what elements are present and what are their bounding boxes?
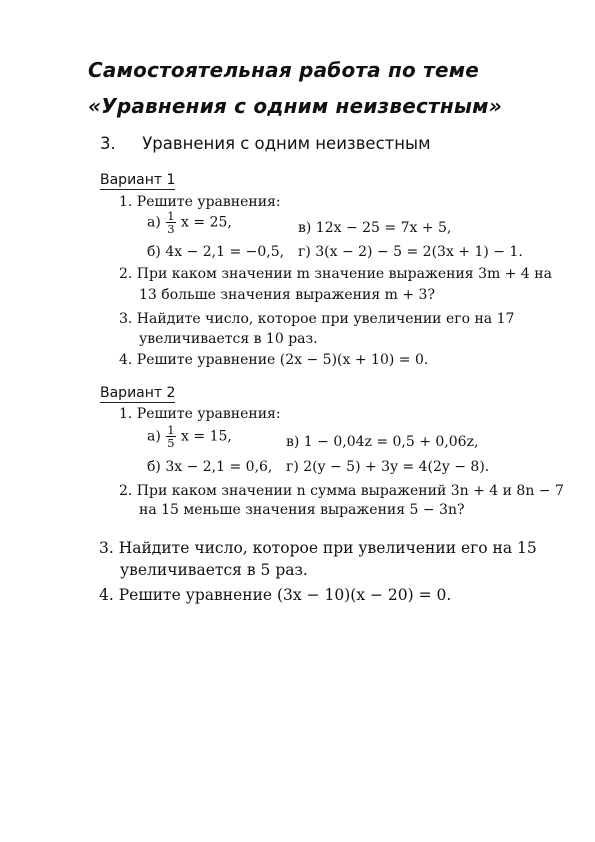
variant2-task2-line2: на 15 меньше значения выражения 5 − 3n? <box>139 502 465 518</box>
section-number: 3. <box>100 134 116 153</box>
variant2-eq-g: г) 2(y − 5) + 3y = 4(2y − 8). <box>286 459 490 475</box>
eq-a-label: а) <box>147 428 161 445</box>
variant2-eq-v: в) 1 − 0,04z = 0,5 + 0,06z, <box>286 434 479 450</box>
variant2-task2-line1: 2. При каком значении n сумма выражений 3n + 4 и 8n − 7 <box>119 483 564 499</box>
variant1-task2-line1: 2. При каком значении m значение выражения 3m + 4 на <box>119 266 552 282</box>
variant1-task3-line1: 3. Найдите число, которое при увеличении его на 17 <box>119 311 515 327</box>
variant1-task3-line2: увеличивается в 10 раз. <box>139 331 318 347</box>
variant1-eq-b: б) 4x − 2,1 = −0,5, <box>147 244 285 260</box>
section-title: Уравнения с одним неизвестным <box>142 134 431 153</box>
eq-a-fraction <box>166 424 175 449</box>
variant2-task4: 4. Решите уравнение (3x − 10)(x − 20) = 0. <box>99 586 452 604</box>
variant2-task3-line1: 3. Найдите число, которое при увеличении его на 15 <box>99 539 537 557</box>
variant2-eq-b: б) 3x − 2,1 = 0,6, <box>147 459 273 475</box>
page-title-line2: «Уравнения с одним неизвестным» <box>88 94 502 118</box>
fraction-numerator: 1 <box>167 209 175 223</box>
section-heading <box>100 134 431 153</box>
page-title-line1: Самостоятельная работа по теме <box>88 58 480 82</box>
eq-a-fraction <box>166 210 175 235</box>
fraction-denominator: 3 <box>167 222 175 236</box>
variant2-eq-a <box>147 424 232 449</box>
variant2-task3-line2: увеличивается в 5 раз. <box>120 561 308 579</box>
fraction-denominator: 5 <box>167 436 175 450</box>
eq-a-rest: x = 25, <box>181 214 232 231</box>
eq-a-label: а) <box>147 214 161 231</box>
variant1-label: Вариант 1 <box>100 172 176 188</box>
variant1-eq-a <box>147 210 232 235</box>
variant1-task4: 4. Решите уравнение (2x − 5)(x + 10) = 0. <box>119 352 429 368</box>
variant1-eq-v: в) 12x − 25 = 7x + 5, <box>298 220 452 236</box>
eq-a-rest: x = 15, <box>181 428 232 445</box>
variant1-eq-g: г) 3(x − 2) − 5 = 2(3x + 1) − 1. <box>298 244 523 260</box>
variant1-task2-line2: 13 больше значения выражения m + 3? <box>139 287 435 303</box>
fraction-numerator: 1 <box>167 423 175 437</box>
variant1-task1: 1. Решите уравнения: <box>119 194 281 210</box>
variant2-task1: 1. Решите уравнения: <box>119 406 281 422</box>
variant2-label: Вариант 2 <box>100 385 176 401</box>
